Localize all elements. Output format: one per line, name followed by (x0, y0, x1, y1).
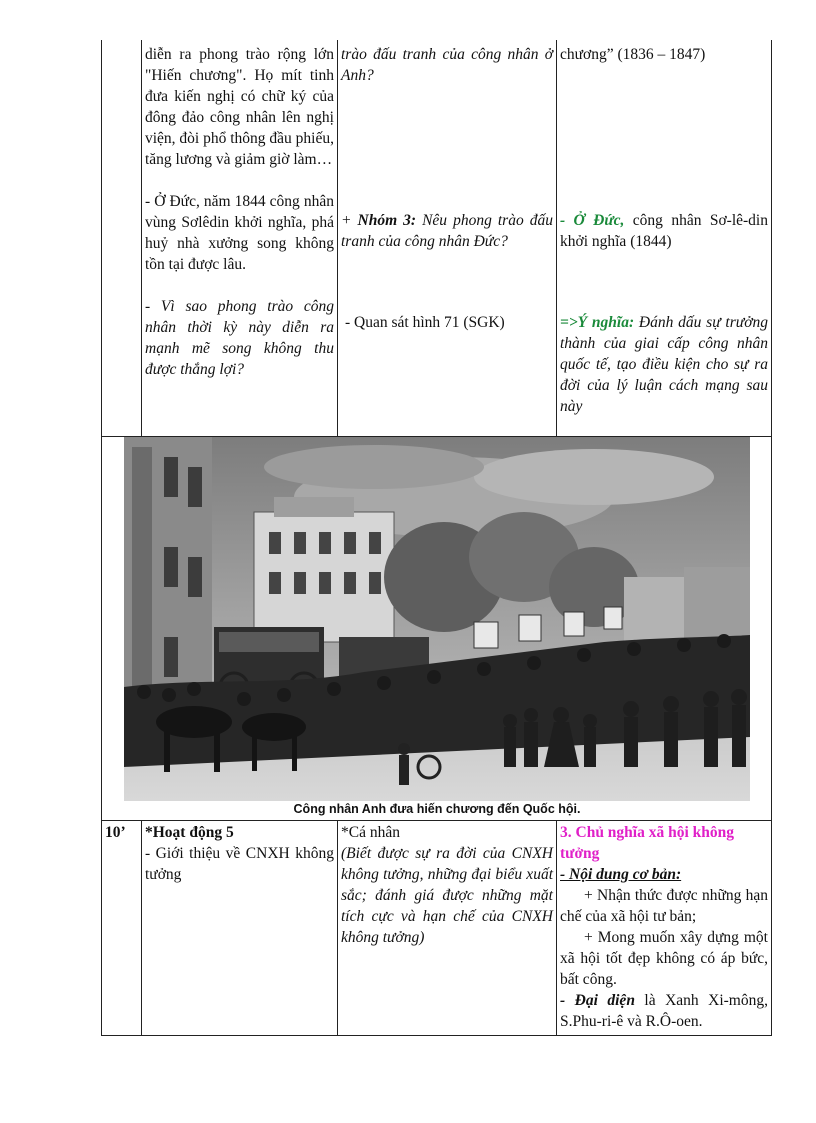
group3-label: Nhóm 3: (357, 212, 417, 229)
content-subheading: - Nội dung cơ bản: (560, 866, 682, 883)
table-border-col1-bottom (141, 820, 142, 1036)
individual-title: *Cá nhân (341, 824, 400, 841)
figure-caption: Công nhân Anh đưa hiến chương đến Quốc hội. (293, 802, 581, 816)
anh-movement-text: diễn ra phong trào rộng lớn "Hiến chương". Họ mít tinh đưa kiến nghị có chữ ký của đông đảo công nhân lên nghị viện, đòi phổ thông đầu phiếu, tăng lương và giảm giờ làm… (145, 46, 334, 168)
row-bottom-col3 (341, 822, 553, 948)
table-border-bottom (101, 1035, 772, 1036)
row-top-col2 (145, 44, 334, 380)
representatives (560, 990, 768, 1032)
table-border-col3 (556, 40, 557, 436)
activity-body: - Giới thiệu về CNXH không tưởng (145, 845, 334, 883)
row-top-col3 (341, 44, 553, 331)
representatives-label: - Đại diện (560, 992, 635, 1009)
row-bottom-col2 (145, 822, 334, 885)
chartism-dates: chương” (1836 – 1847) (560, 46, 706, 63)
group3-question (341, 210, 553, 252)
row-bottom-time: 10’ (105, 824, 126, 841)
content-item-2: + Mong muốn xây dựng một xã hội tốt đẹp không có áp bức, bất công. (560, 929, 768, 988)
individual-body: (Biết được sự ra đời của CNXH không tưởng, những đại biểu xuất sắc; đánh giá được những mặt tích cực và hạn chế của CNXH không tưởng) (341, 845, 553, 946)
duc-rest: công nhân Sơ-lê-din khởi nghĩa (1844) (560, 212, 768, 250)
activity-title: *Hoạt động 5 (145, 824, 234, 841)
content-item-1: + Nhận thức được những hạn chế của xã hội tư bản; (560, 887, 768, 925)
duc-movement-text: - Ở Đức, năm 1844 công nhân vùng Sơlêdin khởi nghĩa, phá huỷ nhà xưởng song không tồn tại được lâu. (145, 193, 334, 273)
observe-figure-text: - Quan sát hình 71 (SGK) (345, 314, 505, 331)
table-border-col1 (141, 40, 142, 436)
table-border-col2 (337, 40, 338, 436)
section-heading: 3. Chủ nghĩa xã hội không tưởng (560, 824, 735, 862)
row-top-col4 (560, 44, 768, 415)
group3-rest: Nêu phong trào đấu tranh của công nhân Đức? (341, 212, 553, 250)
significance-label: =>Ý nghĩa: (560, 314, 635, 331)
group2-question-end: trào đấu tranh của công nhân ở Anh? (341, 46, 553, 84)
group3-prefix: + (341, 212, 358, 229)
table-border-col3-bottom (556, 820, 557, 1036)
row-bottom-col4 (560, 822, 768, 1032)
table-border-col2-bottom (337, 820, 338, 1036)
table-border-right (771, 40, 772, 1036)
significance (560, 312, 768, 417)
question-text: - Vì sao phong trào công nhân thời kỳ này diễn ra mạnh mẽ song không thu được thắng lợi? (145, 298, 334, 378)
duc-label: - Ở Đức, (560, 212, 625, 229)
table-border-left (101, 40, 102, 1036)
chartist-procession-image (124, 437, 750, 801)
table-row-divider-2 (101, 820, 772, 821)
representatives-names: là Xanh Xi-mông, S.Phu-ri-ê và R.Ô-oen. (560, 992, 768, 1030)
duc-uprising (560, 210, 768, 252)
significance-rest: Đánh dấu sự trưởng thành của giai cấp công nhân quốc tế, tạo điều kiện cho sự ra đời của lý luận cách mạng sau này (560, 314, 768, 415)
